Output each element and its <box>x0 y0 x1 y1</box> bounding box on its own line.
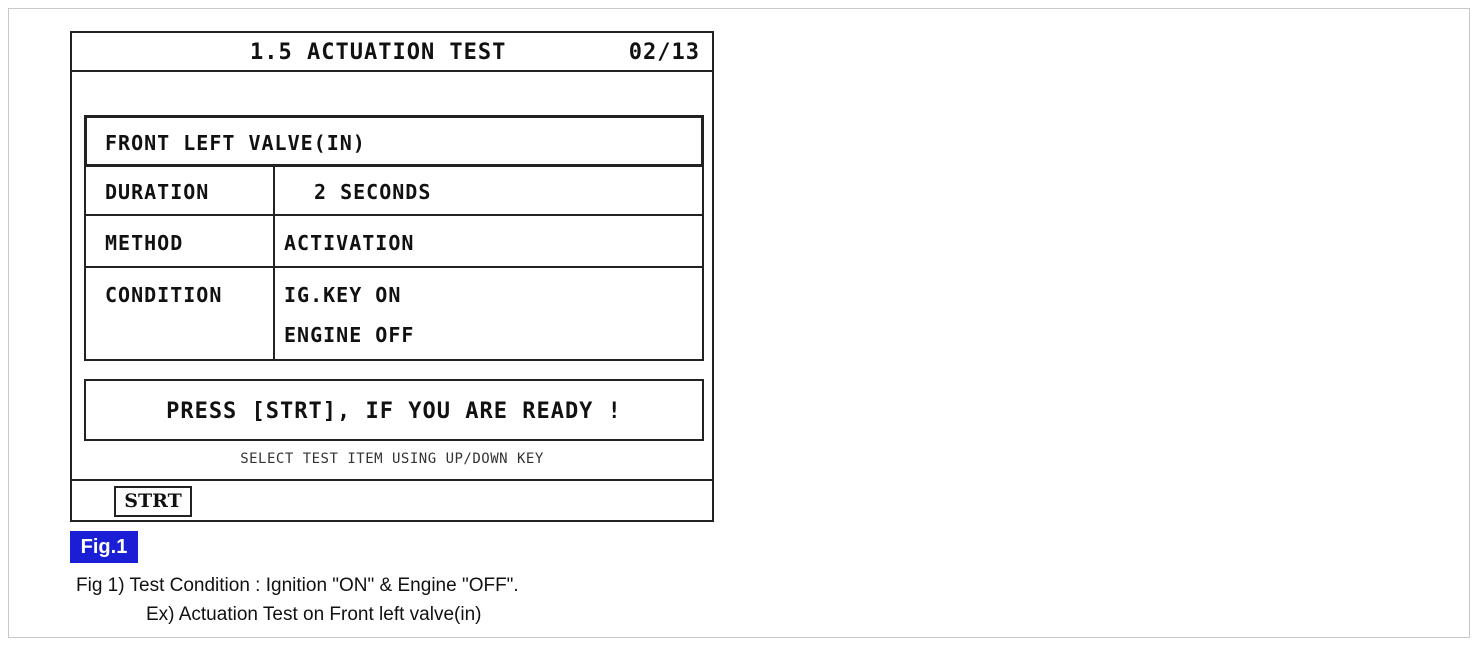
duration-key: DURATION <box>105 180 210 204</box>
ready-prompt: PRESS [STRT], IF YOU ARE READY ! <box>166 399 622 424</box>
ready-prompt-box <box>84 379 704 441</box>
screen-title: 1.5 ACTUATION TEST <box>250 40 507 65</box>
condition-value-1: IG.KEY ON <box>284 283 402 307</box>
test-item-label: FRONT LEFT VALVE(IN) <box>105 131 366 155</box>
figure-caption-line-1: Fig 1) Test Condition : Ignition "ON" & Engine "OFF". <box>76 575 519 596</box>
duration-value: 2 SECONDS <box>314 180 432 204</box>
start-button[interactable]: STRT <box>114 486 192 517</box>
figure-caption-line-2: Ex) Actuation Test on Front left valve(in) <box>146 604 482 625</box>
table-row-method <box>86 216 702 268</box>
function-bar-divider <box>72 479 712 481</box>
scan-tool-screen <box>70 31 714 522</box>
condition-value-2: ENGINE OFF <box>284 323 415 347</box>
figure-badge: Fig.1 <box>70 531 138 563</box>
condition-key: CONDITION <box>105 283 223 307</box>
test-item-box[interactable] <box>84 115 704 167</box>
method-key: METHOD <box>105 231 184 255</box>
method-value: ACTIVATION <box>284 231 415 255</box>
navigation-hint: SELECT TEST ITEM USING UP/DOWN KEY <box>240 451 544 467</box>
page-counter: 02/13 <box>628 40 700 65</box>
table-row-duration <box>86 166 702 216</box>
screen-title-bar <box>72 33 712 72</box>
test-info-table <box>84 166 704 361</box>
table-row-condition <box>86 268 702 359</box>
